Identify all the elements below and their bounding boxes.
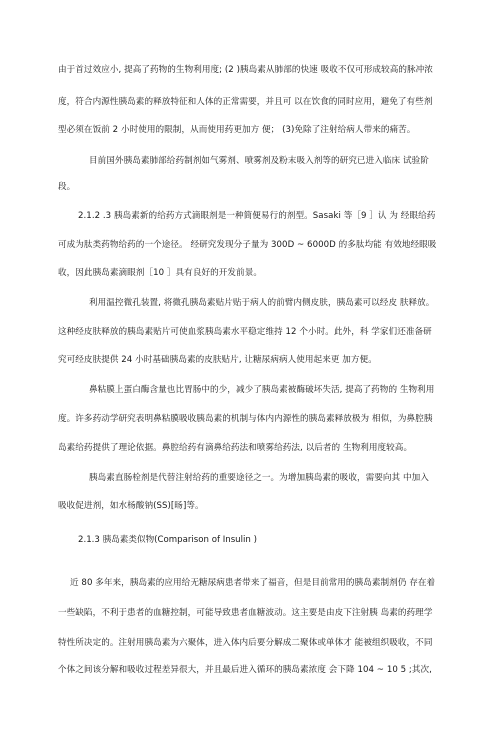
paragraph-1-line-2: 度，符合内源性胰岛素的释放特征和人体的正常需要，并且可 以在饮食的同时应用，避免了有些剂 [58,97,433,107]
paragraph-5-line-3: 岛素给药提供了理论依据。鼻腔给药有滴鼻给药法和喷雾给药法, 以后者的 生物利用度较高。 [58,443,413,453]
paragraph-6-line-1: 胰岛素直肠栓剂是代替注射给药的重要途径之一。为增加胰岛素的吸收，需要向其 中加入 [89,473,429,483]
paragraph-7-line-4: 个体之间该分解和吸收过程差异很大，并且最后进入循环的胰岛素浓度 会下降 104 ~ 10 5 ;其次, [58,665,432,675]
paragraph-6-line-2: 吸收促进剂，如水杨酸钠(SS)[旸]等。 [58,501,204,511]
paragraph-2-line-2: 段。 [58,182,76,192]
paragraph-4-line-1: 利用温控微孔装置, 将微孔胰岛素贴片贴于病人的前臂内侧皮肤，胰岛素可以经皮 肤释放。 [89,298,435,308]
paragraph-5-line-1: 鼻粘膜上蛋白酶含量也比胃肠中的少，减少了胰岛素被酶破坏失活, 提高了药物的 生物利用 [89,385,435,395]
paragraph-3-line-1: 2.1.2 .3 胰岛素新的给药方式滴眼剂是一种简便易行的剂型。Sasaki 等［9 ］认 为 经眼给药 [78,211,436,221]
paragraph-5-line-2: 度。许多药动学研究表明鼻粘膜吸收胰岛素的机制与体内内源性的胰岛素释放极为 相似，为鼻腔胰 [58,414,433,424]
paragraph-7-line-1: 近 80 多年来，胰岛素的应用给无糖尿病患者带来了福音，但是目前常用的胰岛素制剂仍 存在着 [70,578,436,588]
section-heading-2-1-3: 2.1.3 胰岛素类似物(Comparison of Insulin ) [78,535,257,545]
paragraph-7-line-2: 一些缺陷，不利于患者的血糖控制，可能导致患者血糖波动。这主要是由皮下注射胰 岛素的药理学 [58,608,433,618]
paragraph-3-line-3: 收，因此胰岛素滴眼剂［10 ］具有良好的开发前景。 [58,268,262,278]
paragraph-4-line-2: 这种经皮肤释放的胰岛素贴片可使血浆胰岛素水平稳定维持 12 个小时。此外，科 学家们还准备研 [58,327,432,337]
paragraph-7-line-3: 特性所决定的。注射用胰岛素为六聚体，进入体内后要分解成二聚体或单体才 能被组织吸收，不同 [58,638,433,648]
paragraph-4-line-3: 究可经皮肤提供 24 小时基础胰岛素的皮肤贴片, 让糖尿病病人使用起来更 加方便。 [58,355,377,365]
paragraph-3-line-2: 可成为肽类药物给药的一个途径。 经研究发现分子量为 300D ~ 6000D 的多肽均能 有效地经眼吸 [58,240,437,250]
paragraph-1-line-3: 型必须在饭前 2 小时使用的限制，从而使用药更加方 便； (3)免除了注射给病人带来的痛苦。 [58,125,416,135]
paragraph-1-line-1: 由于首过效应小, 提高了药物的生物利用度; (2 )胰岛素从肺部的快速 吸收不仅可形成较高的脉冲浓 [58,65,433,75]
paragraph-2-line-1: 目前国外胰岛素肺部给药制剂如气雾剂、喷雾剂及粉末吸入剂等的研究已进入临床 试验阶 [89,156,429,166]
